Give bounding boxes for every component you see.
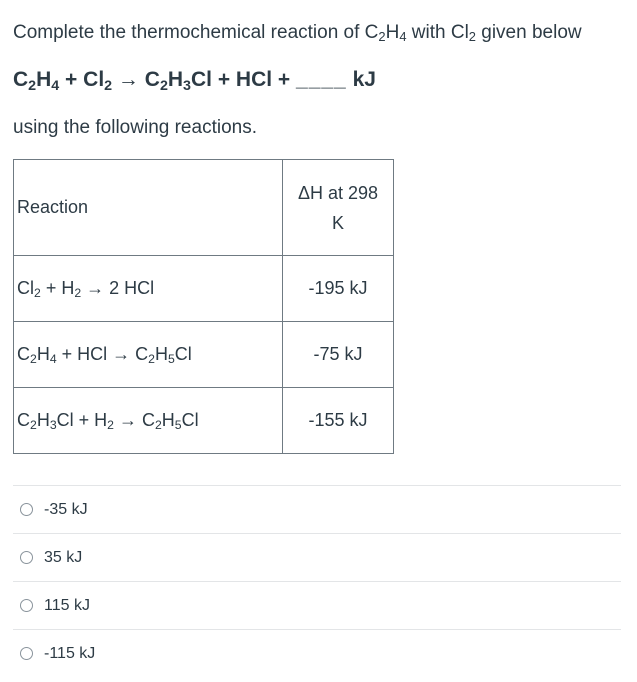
reaction-text: H [154, 344, 168, 364]
equation-text: → C [112, 68, 160, 91]
reaction-text: H [161, 410, 175, 430]
header-reaction: Reaction [14, 160, 283, 256]
subscript: 2 [104, 77, 113, 94]
reaction-text: Cl [17, 278, 34, 298]
subscript: 5 [174, 418, 182, 433]
intro-text: H [385, 22, 400, 43]
reaction-text: Cl [181, 410, 199, 430]
header-dh-line2: K [331, 212, 344, 233]
equation-text: H [36, 68, 52, 91]
subscript: 2 [30, 418, 37, 433]
option-label: 115 kJ [44, 596, 90, 614]
equation-text: H [167, 68, 184, 91]
subscript: 2 [28, 77, 37, 94]
target-equation [13, 66, 376, 94]
subscript: 2 [74, 286, 82, 301]
intro-text: with Cl [406, 22, 469, 43]
subscript: 2 [107, 418, 114, 433]
option-label: -115 kJ [44, 644, 96, 662]
reaction-text: H [36, 344, 50, 364]
header-delta-h [283, 160, 394, 256]
radio-button[interactable] [20, 599, 33, 612]
radio-button[interactable] [20, 551, 33, 564]
intro-text: Complete the thermochemical reaction of C [13, 22, 379, 43]
table-row [14, 388, 394, 454]
subscript: 4 [49, 352, 57, 367]
subscript: 2 [34, 286, 41, 301]
reactions-table [13, 159, 394, 454]
subscript: 2 [378, 29, 386, 45]
answer-option[interactable] [13, 581, 621, 629]
reaction-text: → 2 HCl [81, 278, 155, 298]
subscript: 2 [468, 29, 476, 45]
reaction-text: Cl [174, 344, 192, 364]
answer-option[interactable] [13, 629, 621, 677]
radio-button[interactable] [20, 647, 33, 660]
question-intro [13, 21, 582, 45]
subscript: 4 [399, 29, 407, 45]
option-label: 35 kJ [44, 548, 83, 566]
equation-text: Cl + HCl + [190, 68, 297, 91]
reaction-text: → C [113, 410, 155, 430]
reaction-text: H [36, 410, 50, 430]
reaction-text: + HCl → C [56, 344, 149, 364]
answer-option[interactable] [13, 485, 621, 533]
equation-text: + Cl [59, 68, 105, 91]
header-dh-line1: ΔH at 298 [297, 182, 379, 203]
delta-h-cell: -155 kJ [283, 388, 394, 454]
subscript: 5 [167, 352, 175, 367]
using-text: using the following reactions. [13, 117, 257, 138]
subscript: 2 [30, 352, 37, 367]
subscript: 2 [159, 77, 168, 94]
subscript: 4 [51, 77, 60, 94]
subscript: 3 [49, 418, 57, 433]
table-row [14, 256, 394, 322]
equation-unit: kJ [346, 68, 376, 91]
answer-blank: ____ [296, 68, 347, 91]
reaction-text: C [17, 344, 30, 364]
subscript: 2 [154, 418, 162, 433]
reaction-text: Cl + H [56, 410, 108, 430]
option-label: -35 kJ [44, 500, 88, 518]
subscript: 3 [183, 77, 191, 94]
radio-button[interactable] [20, 503, 33, 516]
answer-options [13, 485, 621, 677]
table-header-row [14, 160, 394, 256]
delta-h-cell: -195 kJ [283, 256, 394, 322]
equation-text: C [13, 68, 29, 91]
reaction-cell [14, 322, 283, 388]
reaction-cell [14, 256, 283, 322]
reaction-cell [14, 388, 283, 454]
reaction-text: C [17, 410, 30, 430]
table-row [14, 322, 394, 388]
delta-h-cell: -75 kJ [283, 322, 394, 388]
answer-option[interactable] [13, 533, 621, 581]
intro-text: given below [475, 22, 582, 43]
reaction-text: + H [40, 278, 75, 298]
subscript: 2 [148, 352, 155, 367]
